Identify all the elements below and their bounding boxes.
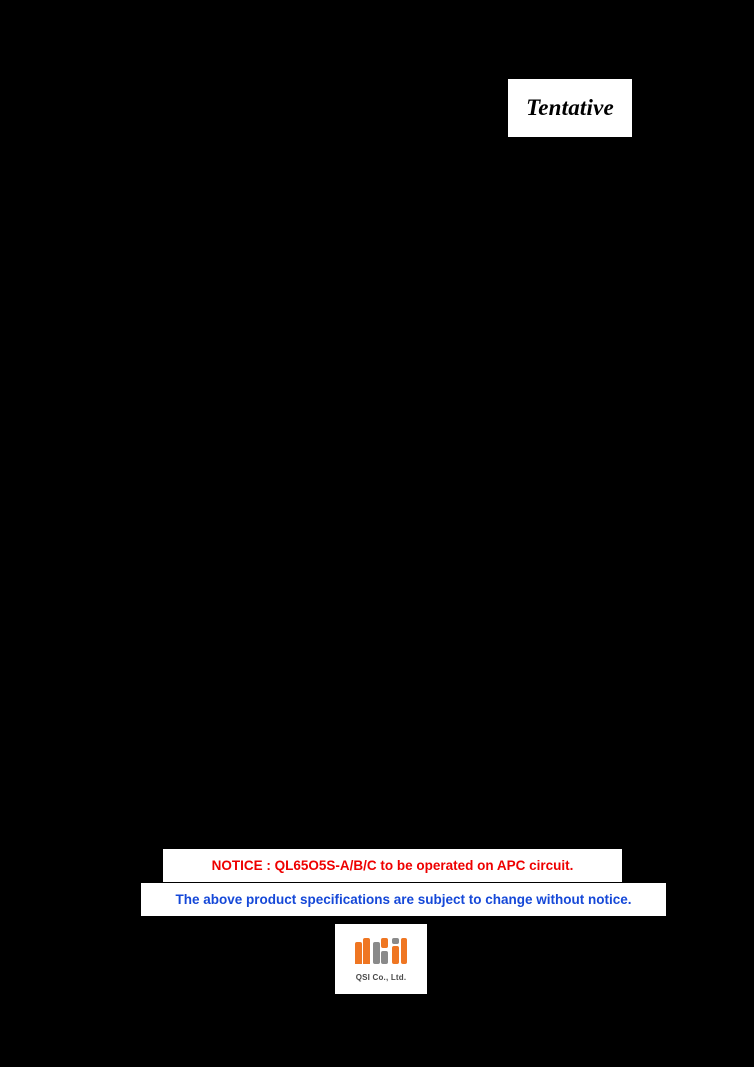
- qsi-logo-icon: [355, 938, 407, 968]
- logo-bar-8: [401, 938, 407, 964]
- logo-bar-4: [381, 938, 388, 948]
- logo-bar-6: [392, 946, 399, 964]
- logo-bar-5: [381, 951, 388, 964]
- disclaimer-text: The above product specifications are subject to change without notice.: [175, 892, 632, 907]
- logo-bar-7: [392, 938, 399, 944]
- tentative-stamp-label: Tentative: [526, 95, 614, 120]
- logo-bar-3: [373, 942, 380, 964]
- notice-banner: [163, 849, 622, 882]
- company-logo-caption: QSI Co., Ltd.: [355, 973, 407, 982]
- logo-bar-2: [363, 938, 370, 964]
- logo-bar-1: [355, 942, 362, 964]
- disclaimer-banner: [141, 883, 666, 916]
- company-logo: [335, 924, 427, 994]
- notice-text: NOTICE : QL65O5S-A/B/C to be operated on APC circuit.: [211, 858, 574, 873]
- tentative-stamp: [508, 79, 632, 137]
